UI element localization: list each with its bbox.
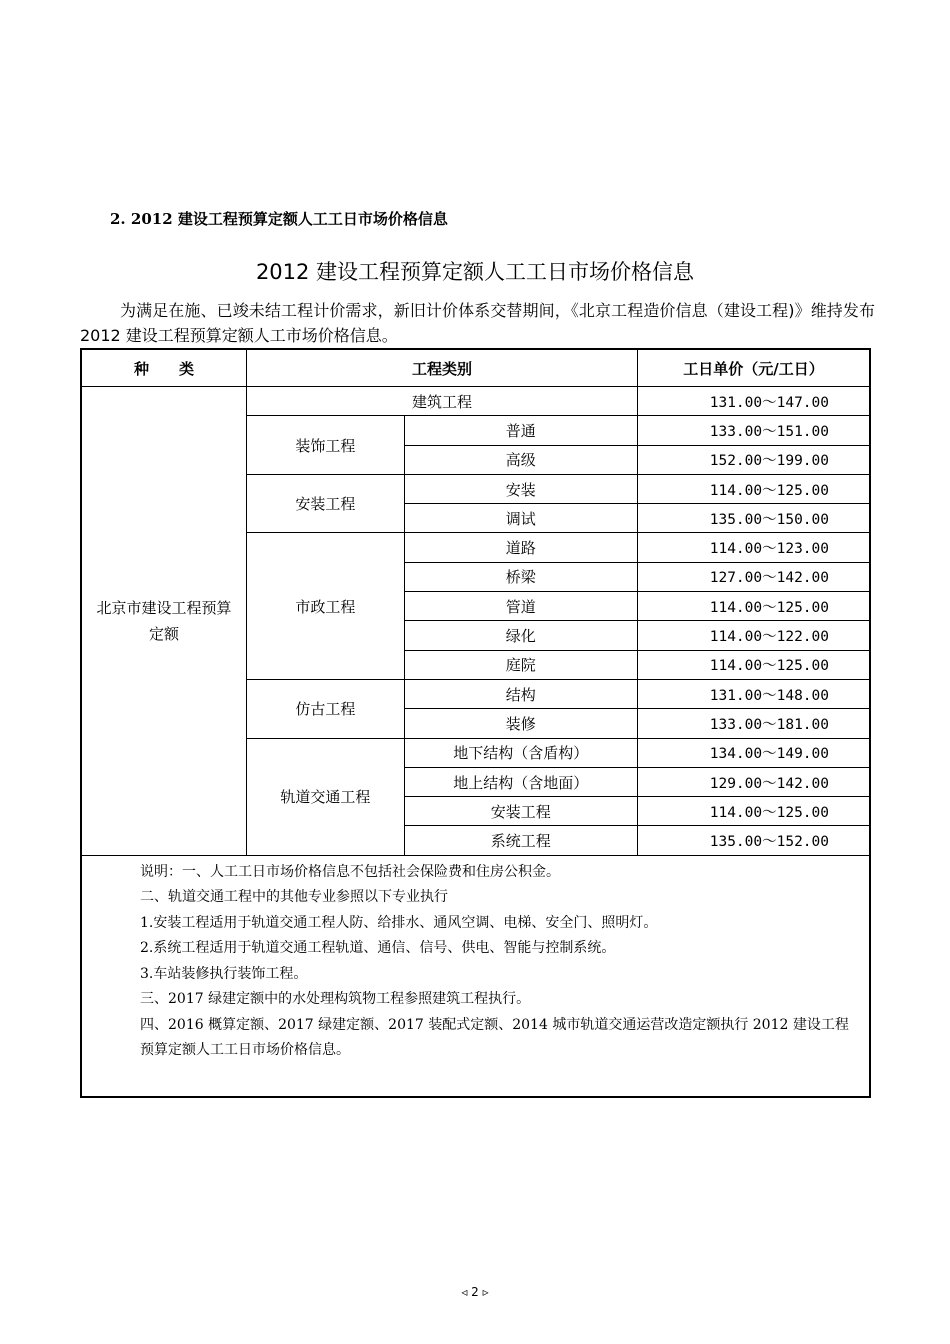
group-cell: 装饰工程 (247, 416, 405, 475)
price-cell: 114.00～123.00 (637, 533, 870, 562)
sub-cell: 结构 (404, 679, 637, 708)
note-line: 说明：一、人工工日市场价格信息不包括社会保险费和住房公积金。 (140, 863, 560, 880)
group-cell: 轨道交通工程 (247, 738, 405, 855)
price-cell: 133.00～181.00 (637, 709, 870, 738)
group-cell: 安装工程 (247, 474, 405, 533)
notes-row (81, 855, 870, 1097)
price-cell: 135.00～152.00 (637, 826, 870, 855)
document-title: 2012 建设工程预算定额人工工日市场价格信息 (255, 260, 695, 284)
note-line: 三、2017 绿建定额中的水处理构筑物工程参照建筑工程执行。 (140, 991, 531, 1008)
header-unit-price: 工日单价（元/工日） (637, 349, 870, 387)
note-line: 1.安装工程适用于轨道交通工程人防、给排水、通风空调、电梯、安全门、照明灯。 (140, 914, 658, 931)
table-header-row (81, 349, 870, 387)
sub-cell: 普通 (404, 416, 637, 445)
sub-cell: 地上结构（含地面） (404, 767, 637, 796)
page-number: ◃ 2 ▹ (461, 1285, 489, 1299)
price-cell: 114.00～125.00 (637, 592, 870, 621)
section-heading: 2. 2012 建设工程预算定额人工工日市场价格信息 (110, 210, 448, 228)
price-cell: 133.00～151.00 (637, 416, 870, 445)
price-cell: 152.00～199.00 (637, 445, 870, 474)
note-line: 四、2016 概算定额、2017 绿建定额、2017 装配式定额、2014 城市轨道交通运营改造定额执行 2012 建设工程预算定额人工工日市场价格信息。 (140, 1016, 849, 1059)
price-cell: 127.00～142.00 (637, 562, 870, 591)
price-cell: 129.00～142.00 (637, 767, 870, 796)
sub-cell: 装修 (404, 709, 637, 738)
sub-cell: 调试 (404, 504, 637, 533)
price-cell: 114.00～125.00 (637, 797, 870, 826)
price-cell: 114.00～125.00 (637, 474, 870, 503)
price-cell: 114.00～122.00 (637, 621, 870, 650)
group-cell: 建筑工程 (247, 387, 638, 416)
sub-cell: 地下结构（含盾构） (404, 738, 637, 767)
price-cell: 114.00～125.00 (637, 650, 870, 679)
sub-cell: 管道 (404, 592, 637, 621)
header-category: 种 类 (81, 349, 247, 387)
price-cell: 134.00～149.00 (637, 738, 870, 767)
sub-cell: 道路 (404, 533, 637, 562)
sub-cell: 安装 (404, 474, 637, 503)
header-project-type: 工程类别 (247, 349, 638, 387)
group-cell: 市政工程 (247, 533, 405, 679)
table-row (81, 387, 870, 416)
intro-paragraph: 为满足在施、已竣未结工程计价需求，新旧计价体系交替期间，《北京工程造价信息（建设工程)》维持发布 2012 建设工程预算定额人工市场价格信息。 (80, 301, 875, 345)
notes-cell (81, 855, 870, 1097)
price-table (80, 348, 871, 1098)
sub-cell: 系统工程 (404, 826, 637, 855)
category-cell: 北京市建设工程预算定额 (81, 387, 247, 856)
note-line: 2.系统工程适用于轨道交通工程轨道、通信、信号、供电、智能与控制系统。 (140, 940, 616, 957)
sub-cell: 桥梁 (404, 562, 637, 591)
group-cell: 仿古工程 (247, 679, 405, 738)
sub-cell: 安装工程 (404, 797, 637, 826)
price-cell: 131.00～148.00 (637, 679, 870, 708)
note-line: 3.车站装修执行装饰工程。 (140, 965, 308, 982)
sub-cell: 庭院 (404, 650, 637, 679)
price-cell: 135.00～150.00 (637, 504, 870, 533)
price-cell: 131.00～147.00 (637, 387, 870, 416)
sub-cell: 高级 (404, 445, 637, 474)
note-line: 二、轨道交通工程中的其他专业参照以下专业执行 (140, 889, 448, 906)
sub-cell: 绿化 (404, 621, 637, 650)
